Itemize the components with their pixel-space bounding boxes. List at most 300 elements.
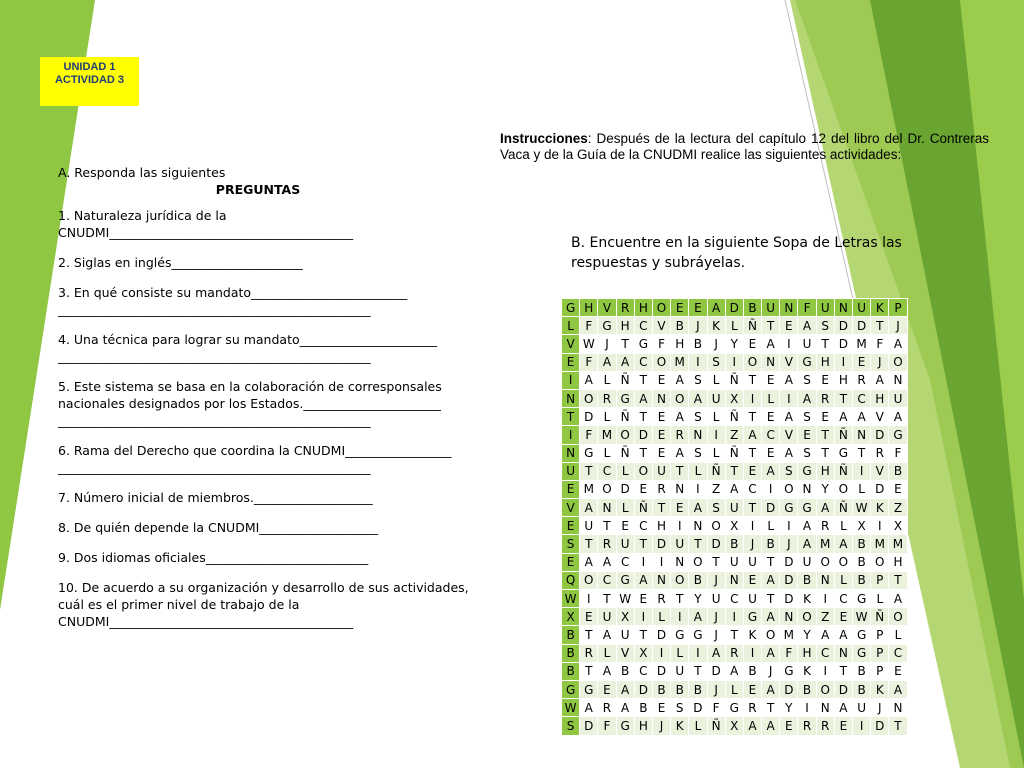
- word-search-cell[interactable]: H: [871, 389, 889, 407]
- word-search-cell[interactable]: S: [707, 499, 725, 517]
- word-search-cell[interactable]: G: [634, 335, 652, 353]
- word-search-cell[interactable]: B: [725, 535, 743, 553]
- word-search-cell[interactable]: W: [853, 499, 871, 517]
- word-search-cell[interactable]: G: [798, 462, 816, 480]
- word-search-cell[interactable]: D: [652, 626, 670, 644]
- word-search-cell[interactable]: E: [562, 553, 580, 571]
- word-search-cell[interactable]: P: [889, 299, 907, 317]
- word-search-cell[interactable]: J: [707, 626, 725, 644]
- word-search-cell[interactable]: D: [834, 317, 852, 335]
- word-search-cell[interactable]: E: [580, 608, 598, 626]
- word-search-cell[interactable]: K: [871, 299, 889, 317]
- word-search-cell[interactable]: D: [652, 535, 670, 553]
- word-search-cell[interactable]: C: [889, 644, 907, 662]
- word-search-cell[interactable]: I: [671, 608, 689, 626]
- word-search-cell[interactable]: J: [707, 571, 725, 589]
- word-search-cell[interactable]: E: [889, 662, 907, 680]
- word-search-cell[interactable]: B: [853, 571, 871, 589]
- word-search-cell[interactable]: A: [762, 608, 780, 626]
- word-search-cell[interactable]: E: [743, 680, 761, 698]
- word-search-cell[interactable]: R: [871, 444, 889, 462]
- word-search-cell[interactable]: A: [780, 371, 798, 389]
- word-search-cell[interactable]: E: [816, 408, 834, 426]
- word-search-cell[interactable]: F: [598, 717, 616, 735]
- word-search-cell[interactable]: H: [816, 353, 834, 371]
- word-search-cell[interactable]: Z: [707, 480, 725, 498]
- word-search-cell[interactable]: I: [652, 644, 670, 662]
- word-search-cell[interactable]: V: [598, 299, 616, 317]
- word-search-cell[interactable]: T: [634, 626, 652, 644]
- word-search-cell[interactable]: F: [889, 444, 907, 462]
- word-search-cell[interactable]: D: [780, 553, 798, 571]
- word-search-cell[interactable]: T: [652, 499, 670, 517]
- word-search-cell[interactable]: T: [762, 590, 780, 608]
- word-search-cell[interactable]: K: [671, 717, 689, 735]
- word-search-cell[interactable]: I: [871, 517, 889, 535]
- word-search-cell[interactable]: K: [707, 317, 725, 335]
- word-search-cell[interactable]: D: [780, 590, 798, 608]
- word-search-cell[interactable]: Ñ: [725, 444, 743, 462]
- word-search-cell[interactable]: G: [780, 499, 798, 517]
- word-search-cell[interactable]: A: [634, 389, 652, 407]
- word-search-cell[interactable]: A: [743, 717, 761, 735]
- word-search-cell[interactable]: T: [616, 335, 634, 353]
- word-search-cell[interactable]: V: [652, 317, 670, 335]
- word-search-cell[interactable]: O: [707, 517, 725, 535]
- word-search-cell[interactable]: B: [652, 680, 670, 698]
- word-search-cell[interactable]: G: [889, 426, 907, 444]
- word-search-cell[interactable]: U: [889, 389, 907, 407]
- word-search-cell[interactable]: E: [634, 480, 652, 498]
- word-search-cell[interactable]: T: [889, 717, 907, 735]
- word-search-cell[interactable]: E: [889, 480, 907, 498]
- word-search-cell[interactable]: S: [798, 408, 816, 426]
- word-search-cell[interactable]: F: [580, 426, 598, 444]
- word-search-cell[interactable]: A: [598, 662, 616, 680]
- word-search-cell[interactable]: A: [798, 517, 816, 535]
- word-search-cell[interactable]: A: [743, 426, 761, 444]
- word-search-cell[interactable]: T: [853, 444, 871, 462]
- word-search-cell[interactable]: A: [762, 717, 780, 735]
- word-search-cell[interactable]: J: [871, 699, 889, 717]
- word-search-cell[interactable]: N: [816, 699, 834, 717]
- word-search-cell[interactable]: D: [780, 571, 798, 589]
- word-search-cell[interactable]: M: [671, 353, 689, 371]
- word-search-cell[interactable]: A: [816, 626, 834, 644]
- word-search-cell[interactable]: A: [580, 499, 598, 517]
- word-search-cell[interactable]: R: [816, 517, 834, 535]
- word-search-cell[interactable]: A: [689, 389, 707, 407]
- word-search-cell[interactable]: T: [671, 462, 689, 480]
- word-search-cell[interactable]: V: [871, 462, 889, 480]
- word-search-cell[interactable]: Ñ: [616, 444, 634, 462]
- word-search-cell[interactable]: A: [707, 644, 725, 662]
- word-search-cell[interactable]: T: [816, 444, 834, 462]
- word-search-cell[interactable]: X: [725, 517, 743, 535]
- word-search-cell[interactable]: S: [707, 353, 725, 371]
- word-search-cell[interactable]: A: [834, 408, 852, 426]
- word-search-cell[interactable]: I: [853, 462, 871, 480]
- word-search-cell[interactable]: P: [871, 626, 889, 644]
- word-search-cell[interactable]: T: [743, 408, 761, 426]
- word-search-cell[interactable]: J: [889, 317, 907, 335]
- word-search-cell[interactable]: A: [580, 699, 598, 717]
- word-search-cell[interactable]: R: [816, 717, 834, 735]
- word-search-cell[interactable]: T: [689, 535, 707, 553]
- word-search-cell[interactable]: P: [871, 571, 889, 589]
- word-search-cell[interactable]: G: [616, 389, 634, 407]
- word-search-cell[interactable]: G: [798, 499, 816, 517]
- word-search-cell[interactable]: C: [834, 590, 852, 608]
- word-search-cell[interactable]: A: [780, 444, 798, 462]
- word-search-cell[interactable]: V: [780, 426, 798, 444]
- word-search-cell[interactable]: E: [743, 571, 761, 589]
- word-search-cell[interactable]: K: [743, 626, 761, 644]
- word-search-cell[interactable]: E: [671, 299, 689, 317]
- word-search-cell[interactable]: G: [853, 644, 871, 662]
- word-search-cell[interactable]: I: [853, 717, 871, 735]
- word-search-cell[interactable]: R: [853, 371, 871, 389]
- word-search-cell[interactable]: I: [562, 426, 580, 444]
- word-search-cell[interactable]: G: [671, 626, 689, 644]
- word-search-cell[interactable]: D: [871, 717, 889, 735]
- word-search-cell[interactable]: M: [598, 426, 616, 444]
- word-search-cell[interactable]: A: [834, 535, 852, 553]
- word-search-cell[interactable]: U: [580, 517, 598, 535]
- word-search-cell[interactable]: V: [780, 353, 798, 371]
- word-search-cell[interactable]: N: [652, 571, 670, 589]
- word-search-cell[interactable]: E: [780, 717, 798, 735]
- word-search-cell[interactable]: T: [743, 371, 761, 389]
- word-search-cell[interactable]: I: [689, 644, 707, 662]
- word-search-cell[interactable]: I: [816, 590, 834, 608]
- word-search-cell[interactable]: A: [634, 571, 652, 589]
- word-search-cell[interactable]: R: [598, 699, 616, 717]
- word-search-cell[interactable]: L: [725, 317, 743, 335]
- word-search-cell[interactable]: S: [671, 699, 689, 717]
- word-search-cell[interactable]: G: [834, 444, 852, 462]
- word-search-cell[interactable]: A: [762, 571, 780, 589]
- word-search-cell[interactable]: R: [598, 535, 616, 553]
- word-search-cell[interactable]: A: [798, 389, 816, 407]
- word-search-cell[interactable]: R: [652, 480, 670, 498]
- word-search-cell[interactable]: E: [689, 299, 707, 317]
- word-search-cell[interactable]: I: [743, 517, 761, 535]
- word-search-cell[interactable]: N: [780, 299, 798, 317]
- word-search-cell[interactable]: I: [652, 553, 670, 571]
- word-search-cell[interactable]: O: [816, 680, 834, 698]
- word-search-cell[interactable]: L: [707, 408, 725, 426]
- word-search-cell[interactable]: L: [598, 371, 616, 389]
- word-search-cell[interactable]: O: [598, 480, 616, 498]
- word-search-cell[interactable]: I: [762, 480, 780, 498]
- word-search-cell[interactable]: N: [598, 499, 616, 517]
- word-search-cell[interactable]: U: [707, 389, 725, 407]
- word-search-cell[interactable]: R: [652, 590, 670, 608]
- word-search-cell[interactable]: U: [798, 553, 816, 571]
- word-search-cell[interactable]: G: [562, 680, 580, 698]
- word-search-cell[interactable]: O: [871, 553, 889, 571]
- word-search-cell[interactable]: N: [562, 389, 580, 407]
- word-search-cell[interactable]: A: [762, 462, 780, 480]
- word-search-cell[interactable]: G: [616, 571, 634, 589]
- word-search-cell[interactable]: E: [798, 426, 816, 444]
- word-search-cell[interactable]: U: [853, 299, 871, 317]
- word-search-cell[interactable]: J: [762, 662, 780, 680]
- word-search-cell[interactable]: N: [780, 608, 798, 626]
- word-search-cell[interactable]: Y: [689, 590, 707, 608]
- word-search-cell[interactable]: L: [725, 680, 743, 698]
- word-search-cell[interactable]: A: [798, 535, 816, 553]
- word-search-cell[interactable]: V: [616, 644, 634, 662]
- word-search-cell[interactable]: E: [634, 590, 652, 608]
- word-search-cell[interactable]: A: [707, 299, 725, 317]
- word-search-cell[interactable]: Z: [889, 499, 907, 517]
- word-search-cell[interactable]: U: [798, 335, 816, 353]
- word-search-cell[interactable]: E: [853, 353, 871, 371]
- word-search-cell[interactable]: D: [725, 299, 743, 317]
- word-search-cell[interactable]: Ñ: [834, 426, 852, 444]
- word-search-cell[interactable]: N: [671, 480, 689, 498]
- word-search-cell[interactable]: U: [853, 699, 871, 717]
- word-search-cell[interactable]: E: [652, 408, 670, 426]
- word-search-cell[interactable]: P: [871, 644, 889, 662]
- word-search-cell[interactable]: E: [562, 480, 580, 498]
- word-search-cell[interactable]: C: [634, 317, 652, 335]
- word-search-cell[interactable]: I: [689, 353, 707, 371]
- word-search-cell[interactable]: D: [689, 699, 707, 717]
- word-search-cell[interactable]: U: [562, 462, 580, 480]
- word-search-cell[interactable]: S: [816, 317, 834, 335]
- word-search-cell[interactable]: T: [689, 662, 707, 680]
- word-search-cell[interactable]: Ñ: [707, 717, 725, 735]
- word-search-cell[interactable]: B: [743, 299, 761, 317]
- word-search-cell[interactable]: U: [616, 535, 634, 553]
- word-search-cell[interactable]: I: [689, 480, 707, 498]
- word-search-cell[interactable]: T: [634, 444, 652, 462]
- word-search-cell[interactable]: N: [562, 444, 580, 462]
- word-search-cell[interactable]: N: [798, 480, 816, 498]
- word-search-cell[interactable]: D: [853, 317, 871, 335]
- word-search-cell[interactable]: B: [743, 662, 761, 680]
- word-search-cell[interactable]: Q: [562, 571, 580, 589]
- word-search-cell[interactable]: O: [616, 426, 634, 444]
- word-search-cell[interactable]: Ñ: [834, 499, 852, 517]
- word-search-cell[interactable]: E: [616, 517, 634, 535]
- word-search-cell[interactable]: L: [707, 444, 725, 462]
- word-search-cell[interactable]: S: [798, 444, 816, 462]
- word-search-cell[interactable]: L: [598, 444, 616, 462]
- word-search-cell[interactable]: G: [580, 444, 598, 462]
- word-search-cell[interactable]: T: [634, 535, 652, 553]
- word-search-cell[interactable]: E: [598, 680, 616, 698]
- word-search-cell[interactable]: I: [743, 644, 761, 662]
- word-search-cell[interactable]: M: [780, 626, 798, 644]
- word-search-cell[interactable]: R: [725, 644, 743, 662]
- word-search-cell[interactable]: D: [652, 662, 670, 680]
- word-search-cell[interactable]: B: [689, 571, 707, 589]
- word-search-cell[interactable]: W: [853, 608, 871, 626]
- word-search-cell[interactable]: H: [580, 299, 598, 317]
- word-search-cell[interactable]: Ñ: [616, 371, 634, 389]
- word-search-cell[interactable]: T: [634, 408, 652, 426]
- word-search-cell[interactable]: A: [834, 626, 852, 644]
- word-search-cell[interactable]: O: [762, 626, 780, 644]
- word-search-cell[interactable]: F: [580, 317, 598, 335]
- word-search-cell[interactable]: A: [580, 553, 598, 571]
- word-search-cell[interactable]: T: [871, 317, 889, 335]
- word-search-cell[interactable]: A: [689, 499, 707, 517]
- word-search-cell[interactable]: Y: [798, 626, 816, 644]
- word-search-cell[interactable]: U: [743, 590, 761, 608]
- word-search-cell[interactable]: N: [671, 553, 689, 571]
- word-search-cell[interactable]: D: [762, 499, 780, 517]
- word-search-cell[interactable]: A: [762, 644, 780, 662]
- word-search-cell[interactable]: D: [580, 408, 598, 426]
- word-search-cell[interactable]: O: [780, 480, 798, 498]
- word-search-cell[interactable]: I: [780, 389, 798, 407]
- word-search-cell[interactable]: J: [707, 680, 725, 698]
- word-search-cell[interactable]: H: [671, 335, 689, 353]
- word-search-cell[interactable]: T: [580, 462, 598, 480]
- word-search-cell[interactable]: N: [762, 353, 780, 371]
- word-search-cell[interactable]: E: [780, 317, 798, 335]
- word-search-cell[interactable]: G: [725, 699, 743, 717]
- word-search-cell[interactable]: B: [889, 462, 907, 480]
- word-search-cell[interactable]: R: [598, 389, 616, 407]
- word-search-cell[interactable]: A: [598, 626, 616, 644]
- word-search-cell[interactable]: L: [616, 499, 634, 517]
- word-search-cell[interactable]: L: [853, 480, 871, 498]
- word-search-cell[interactable]: J: [743, 535, 761, 553]
- word-search-cell[interactable]: B: [562, 662, 580, 680]
- word-search-cell[interactable]: A: [616, 353, 634, 371]
- word-search-cell[interactable]: A: [798, 317, 816, 335]
- word-search-cell[interactable]: D: [871, 480, 889, 498]
- word-search-cell[interactable]: G: [598, 317, 616, 335]
- word-search-cell[interactable]: R: [816, 389, 834, 407]
- word-search-cell[interactable]: G: [743, 608, 761, 626]
- word-search-cell[interactable]: T: [762, 317, 780, 335]
- word-search-cell[interactable]: E: [671, 499, 689, 517]
- word-search-cell[interactable]: E: [762, 408, 780, 426]
- word-search-cell[interactable]: B: [762, 535, 780, 553]
- word-search-cell[interactable]: H: [798, 644, 816, 662]
- word-search-cell[interactable]: A: [671, 444, 689, 462]
- word-search-cell[interactable]: L: [652, 608, 670, 626]
- word-search-cell[interactable]: H: [652, 517, 670, 535]
- word-search-cell[interactable]: D: [616, 480, 634, 498]
- word-search-cell[interactable]: J: [780, 535, 798, 553]
- word-search-cell[interactable]: U: [707, 590, 725, 608]
- word-search-cell[interactable]: T: [834, 389, 852, 407]
- word-search-cell[interactable]: F: [580, 353, 598, 371]
- word-search-cell[interactable]: L: [762, 389, 780, 407]
- word-search-cell[interactable]: T: [762, 699, 780, 717]
- word-search-cell[interactable]: H: [889, 553, 907, 571]
- word-search-cell[interactable]: X: [853, 517, 871, 535]
- word-search-cell[interactable]: K: [871, 499, 889, 517]
- word-search-cell[interactable]: I: [707, 426, 725, 444]
- word-search-cell[interactable]: N: [725, 571, 743, 589]
- word-search-cell[interactable]: A: [725, 662, 743, 680]
- word-search-cell[interactable]: B: [853, 662, 871, 680]
- word-search-cell[interactable]: O: [580, 389, 598, 407]
- word-search-cell[interactable]: I: [798, 699, 816, 717]
- word-search-cell[interactable]: N: [652, 389, 670, 407]
- word-search-cell[interactable]: I: [816, 662, 834, 680]
- word-search-cell[interactable]: O: [743, 353, 761, 371]
- word-search-cell[interactable]: K: [871, 680, 889, 698]
- word-search-cell[interactable]: A: [689, 608, 707, 626]
- word-search-cell[interactable]: T: [834, 662, 852, 680]
- word-search-cell[interactable]: C: [598, 462, 616, 480]
- word-search-cell[interactable]: X: [562, 608, 580, 626]
- word-search-cell[interactable]: O: [689, 553, 707, 571]
- word-search-cell[interactable]: Ñ: [634, 499, 652, 517]
- word-search-cell[interactable]: U: [671, 662, 689, 680]
- word-search-cell[interactable]: U: [762, 299, 780, 317]
- word-search-cell[interactable]: B: [562, 644, 580, 662]
- word-search-cell[interactable]: L: [762, 517, 780, 535]
- word-search-cell[interactable]: Z: [816, 608, 834, 626]
- word-search-cell[interactable]: T: [725, 462, 743, 480]
- word-search-cell[interactable]: Ñ: [834, 462, 852, 480]
- word-search-cell[interactable]: H: [634, 299, 652, 317]
- word-search-cell[interactable]: L: [598, 408, 616, 426]
- word-search-cell[interactable]: O: [816, 553, 834, 571]
- word-search-cell[interactable]: Y: [816, 480, 834, 498]
- word-search-cell[interactable]: T: [816, 335, 834, 353]
- word-search-cell[interactable]: N: [853, 426, 871, 444]
- word-search-cell[interactable]: A: [889, 590, 907, 608]
- word-search-cell[interactable]: O: [834, 480, 852, 498]
- word-search-cell[interactable]: E: [762, 371, 780, 389]
- word-search-cell[interactable]: A: [889, 408, 907, 426]
- word-search-cell[interactable]: S: [798, 371, 816, 389]
- word-search-cell[interactable]: F: [780, 644, 798, 662]
- word-search-cell[interactable]: Ñ: [616, 408, 634, 426]
- word-search-cell[interactable]: H: [834, 371, 852, 389]
- word-search-cell[interactable]: J: [652, 717, 670, 735]
- word-search-cell[interactable]: E: [762, 444, 780, 462]
- word-search-cell[interactable]: Ñ: [725, 408, 743, 426]
- word-search-cell[interactable]: A: [780, 408, 798, 426]
- word-search-cell[interactable]: R: [616, 299, 634, 317]
- word-search-cell[interactable]: N: [834, 644, 852, 662]
- word-search-cell[interactable]: U: [743, 553, 761, 571]
- word-search-cell[interactable]: N: [816, 571, 834, 589]
- word-search-cell[interactable]: O: [580, 571, 598, 589]
- word-search-cell[interactable]: W: [562, 590, 580, 608]
- word-search-cell[interactable]: C: [816, 644, 834, 662]
- word-search-cell[interactable]: Ñ: [707, 462, 725, 480]
- word-search-cell[interactable]: T: [580, 626, 598, 644]
- word-search-cell[interactable]: I: [671, 517, 689, 535]
- word-search-cell[interactable]: G: [689, 626, 707, 644]
- word-search-cell[interactable]: X: [616, 608, 634, 626]
- word-search-cell[interactable]: T: [743, 499, 761, 517]
- word-search-cell[interactable]: I: [725, 353, 743, 371]
- word-search-cell[interactable]: E: [743, 462, 761, 480]
- word-search-cell[interactable]: E: [562, 353, 580, 371]
- word-search-cell[interactable]: M: [580, 480, 598, 498]
- word-search-cell[interactable]: M: [816, 535, 834, 553]
- word-search-cell[interactable]: O: [652, 353, 670, 371]
- word-search-cell[interactable]: B: [634, 699, 652, 717]
- word-search-cell[interactable]: J: [689, 317, 707, 335]
- word-search-cell[interactable]: T: [671, 590, 689, 608]
